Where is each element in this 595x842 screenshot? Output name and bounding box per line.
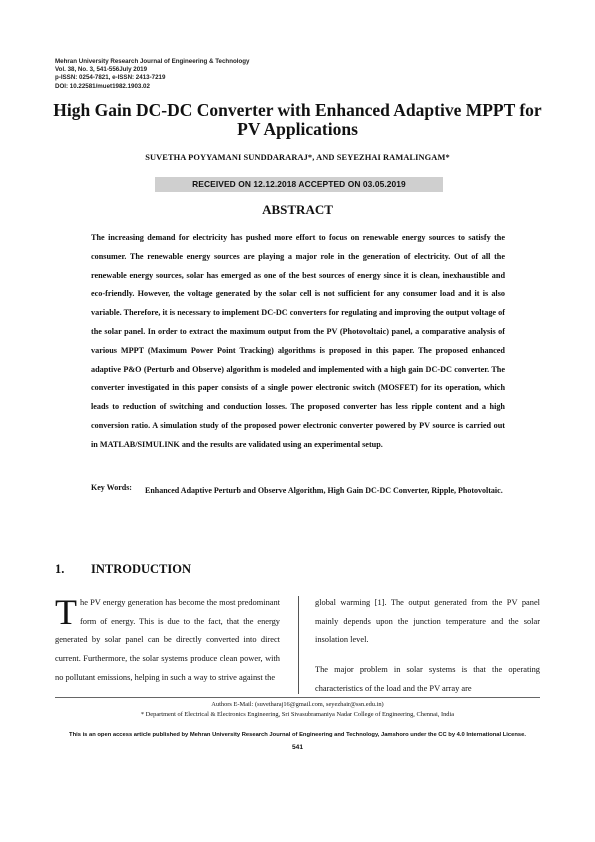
journal-issn: p-ISSN: 0254-7821, e-ISSN: 2413-7219 (55, 74, 166, 82)
abstract-body: The increasing demand for electricity has pushed more effort to focus on renewable energy sources to satisfy the consumer. The renewable energy sources are playing a major role in the generation of electricity. Out of all the renewable energy sources, solar has emerged as one of the best sources of energy since it is clean, inexhaustible and eco-friendly. However, the voltage generated by the solar cell is not sufficient for any consumer load and it is also variable. Therefore, it is necessary to implement DC-DC converters for regulating and improving the output voltage of the solar panel. In order to extract the maximum output from the PV (Photovoltaic) panel, a comparative analysis of various MPPT (Maximum Power Point Tracking) algorithms is proposed in this paper. The proposed enhanced adaptive P&O (Perturb and Observe) algorithm is modeled and implemented with a high gain DC-DC converter. The converter investigated in this paper consists of a single power electronic switch (MOSFET) for its operation, which leads to reduction of switching and conduction losses. The proposed converter has less ripple content and a high conversion ratio. A simulation study of the proposed power electronic converter powered by PV source is carried out in MATLAB/SIMULINK and the results are validated using an experimental setup. (91, 233, 505, 449)
received-banner: RECEIVED ON 12.12.2018 ACCEPTED ON 03.05.2019 (155, 177, 443, 192)
journal-header (55, 58, 375, 91)
journal-name: Mehran University Research Journal of Engineering & Technology (55, 58, 250, 65)
paper-title: High Gain DC-DC Converter with Enhanced Adaptive MPPT for PV Applications (53, 100, 542, 139)
abstract-heading: ABSTRACT (262, 202, 333, 217)
author-list: SUVETHA POYYAMANI SUNDDARARAJ*, AND SEYEZHAI RAMALINGAM* (145, 153, 450, 162)
page-number: 541 (291, 744, 303, 751)
author-affiliation: * Department of Electrical & Electronics Engineering, Sri Sivasubramaniya Nadar College of Engineering, Chennai, India (140, 711, 455, 718)
section-number: 1. (55, 562, 65, 576)
keywords-text: Enhanced Adaptive Perturb and Observe Algorithm, High Gain DC-DC Converter, Ripple, Photovoltaic. (145, 486, 503, 495)
intro-right-paragraph-1: global warming [1]. The output generated from the PV panel mainly depends upon the junction temperature and the solar insolation level. (315, 598, 540, 645)
intro-left-column (55, 594, 280, 694)
intro-left-text: he PV energy generation has become the most predominant form of energy. This is due to the fact, that the energy generated by solar panel can be directly converted into direct current. Furthermore, the solar systems produce clean power, with no pollutant emissions, helping in such a way to strive against the (55, 598, 280, 682)
intro-right-paragraph-2: The major problem in solar systems is that the operating characteristics of the load and the PV array are (315, 665, 540, 693)
intro-right-column (315, 594, 540, 694)
journal-volume: Vol. 38, No. 3, 541-556July 2019 (55, 66, 148, 74)
journal-doi: DOI: 10.22581/muet1982.1903.02 (55, 82, 150, 90)
drop-cap: T (55, 594, 77, 632)
column-divider (298, 596, 299, 694)
keywords-label: Key Words: (91, 483, 132, 492)
license-notice: This is an open access article published by Mehran University Research Journal of Engineering and Technology, Jamshoro under the CC by 4.0 International License. (69, 732, 526, 738)
section-title: INTRODUCTION (91, 562, 192, 576)
footnote-rule (55, 697, 540, 698)
author-email: Authors E-Mail: (suvetharaj16@gmail.com, seyezhair@ssn.edu.in) (211, 701, 384, 708)
